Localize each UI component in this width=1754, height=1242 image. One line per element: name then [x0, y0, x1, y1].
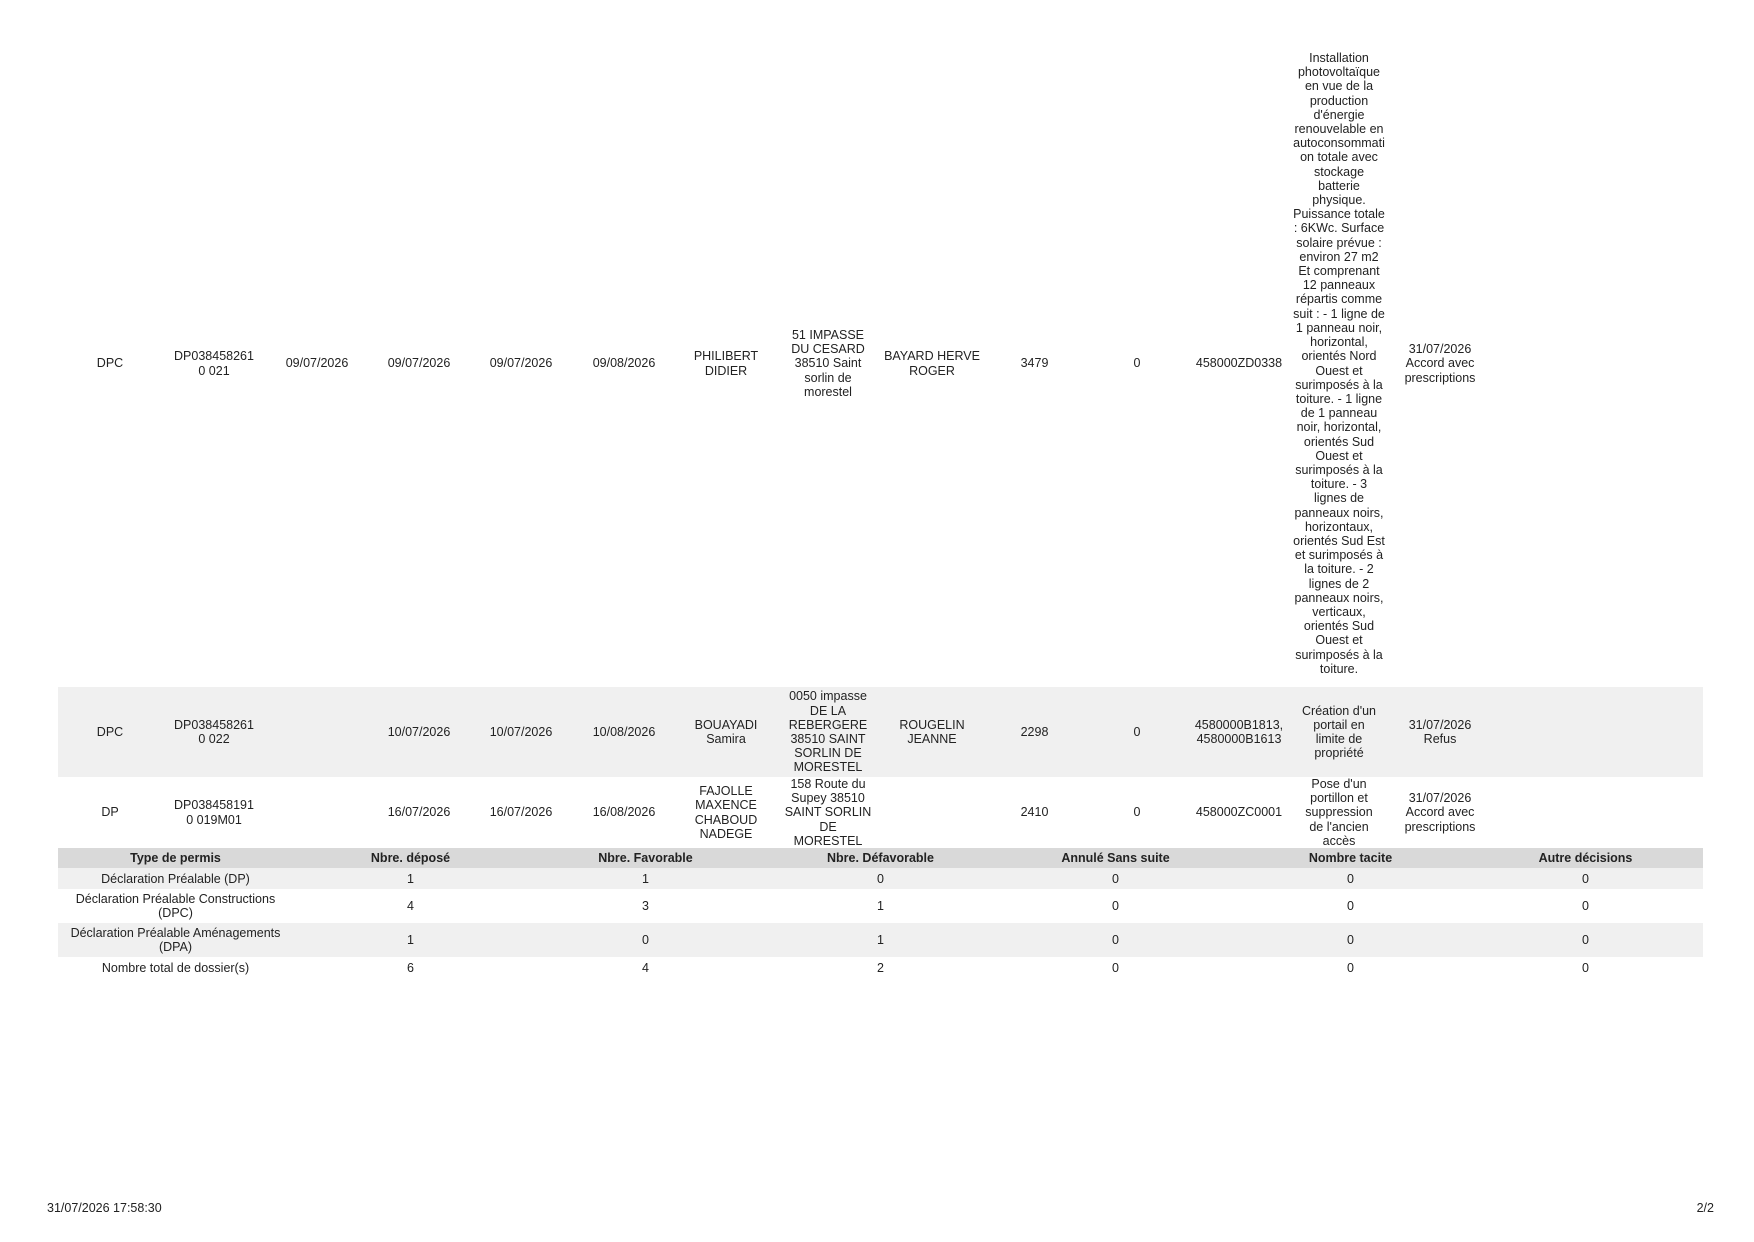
permit-row	[58, 40, 1703, 687]
permit-applicant: FAJOLLE MAXENCE CHABOUD NADEGE	[694, 784, 758, 841]
permit-row	[58, 777, 1703, 848]
summary-header-type: Type de permis	[58, 848, 293, 868]
permit-address: 158 Route du Supey 38510 SAINT SORLIN DE MORESTEL	[784, 777, 872, 848]
summary-unfavorable: 1	[763, 923, 998, 957]
permit-count: 0	[1133, 356, 1141, 371]
permit-decision: 31/07/2026 Accord avec prescriptions	[1404, 791, 1476, 834]
permit-address: 51 IMPASSE DU CESARD 38510 Saint sorlin de morestel	[791, 327, 865, 399]
permit-decision: 31/07/2026 Refus	[1389, 687, 1491, 777]
permit-decision: 31/07/2026 Accord avec prescriptions	[1404, 342, 1476, 385]
permit-address: 0050 impasse DE LA REBERGERE 38510 SAINT SORLIN DE MORESTEL	[776, 687, 880, 777]
summary-cancelled: 0	[998, 868, 1233, 889]
permit-type: DPC	[58, 687, 162, 777]
summary-deposited: 1	[293, 868, 528, 889]
summary-other: 0	[1468, 868, 1703, 889]
permit-description: Création d'un portail en limite de propriété	[1289, 687, 1389, 777]
permit-description: Pose d'un portillon et suppression de l'ancien accès	[1305, 777, 1373, 848]
permit-number: DP0384582610 022	[162, 687, 266, 777]
summary-tacit: 0	[1233, 868, 1468, 889]
summary-other: 0	[1582, 899, 1589, 914]
summary-header-row	[58, 848, 1703, 868]
permit-date-1: 09/07/2026	[285, 356, 349, 371]
permit-date-3: 09/07/2026	[489, 356, 553, 371]
summary-deposited: 4	[407, 899, 414, 914]
summary-other: 0	[1582, 960, 1589, 975]
summary-unfavorable: 0	[763, 868, 998, 889]
summary-favorable: 0	[528, 923, 763, 957]
permit-date-1	[266, 777, 368, 848]
summary-type: Déclaration Préalable (DP)	[58, 868, 293, 889]
summary-cancelled: 0	[998, 923, 1233, 957]
summary-unfavorable: 1	[877, 899, 884, 914]
summary-header-deposited: Nbre. déposé	[293, 848, 528, 868]
permits-table	[58, 40, 1703, 848]
permit-applicant: PHILIBERT DIDIER	[693, 349, 759, 378]
permit-applicant: BOUAYADI Samira	[676, 687, 776, 777]
permit-date-2: 10/07/2026	[368, 687, 470, 777]
summary-favorable: 3	[642, 899, 649, 914]
summary-type: Déclaration Préalable Constructions (DPC)	[75, 892, 276, 921]
register-sheet	[58, 40, 1703, 978]
permit-surface: 2410	[1020, 805, 1049, 820]
summary-header-favorable: Nbre. Favorable	[528, 848, 763, 868]
summary-other: 0	[1468, 923, 1703, 957]
summary-tacit: 0	[1233, 923, 1468, 957]
summary-tacit: 0	[1347, 960, 1354, 975]
permit-type: DPC	[96, 356, 124, 371]
permit-owner: BAYARD HERVE ROGER	[884, 349, 980, 378]
permit-owner: ROUGELIN JEANNE	[880, 687, 984, 777]
print-timestamp: 31/07/2026 17:58:30	[47, 1201, 162, 1215]
permit-date-2: 09/07/2026	[387, 356, 451, 371]
summary-deposited: 6	[407, 960, 414, 975]
permit-row	[58, 687, 1703, 777]
summary-row	[58, 889, 1703, 923]
permit-date-3: 16/07/2026	[489, 805, 553, 820]
permit-date-3: 10/07/2026	[470, 687, 572, 777]
permit-count: 0	[1085, 687, 1189, 777]
permit-date-2: 16/07/2026	[387, 805, 451, 820]
summary-type: Déclaration Préalable Aménagements (DPA)	[58, 923, 293, 957]
summary-table	[58, 848, 1703, 978]
summary-header-cancelled: Annulé Sans suite	[998, 848, 1233, 868]
permit-number: DP0384581910 019M01	[174, 798, 254, 827]
summary-header-other: Autre décisions	[1468, 848, 1703, 868]
summary-total-row	[58, 957, 1703, 978]
permit-parcel: 4580000B1813, 4580000B1613	[1189, 687, 1289, 777]
page-number: 2/2	[1696, 1201, 1714, 1215]
permit-count: 0	[1133, 805, 1141, 820]
permit-description: Installation photovoltaïque en vue de la production d'énergie renouvelable en autoconsommation totale avec stockage batterie physique. Puissance totale : 6KWc. Surface solaire prévue : environ 27 m2 Et comprenant 12 panneaux répartis comme suit : - 1 ligne de 1 panneau noir, horizontal, orientés Nord Ouest et surimposés à la toiture. - 1 ligne de 1 panneau noir, horizontal, orientés Sud Ouest et surimposés à la toiture. - 3 lignes de panneaux noirs, horizontaux, orientés Sud Est et surimposés à la toiture. - 2 lignes de 2 panneaux noirs, verticaux, orientés Sud Ouest et surimposés à la toiture.	[1293, 51, 1385, 676]
permit-surface: 2298	[984, 687, 1085, 777]
permit-date-1	[266, 687, 368, 777]
permit-surface: 3479	[1020, 356, 1049, 371]
summary-row	[58, 923, 1703, 957]
permit-owner	[880, 777, 984, 848]
permit-parcel: 458000ZC0001	[1195, 805, 1283, 820]
summary-cancelled: 0	[1112, 899, 1119, 914]
summary-cancelled: 0	[1112, 960, 1119, 975]
summary-tacit: 0	[1347, 899, 1354, 914]
permit-type: DP	[101, 805, 119, 820]
summary-header-unfavorable: Nbre. Défavorable	[763, 848, 998, 868]
permit-date-4: 16/08/2026	[592, 805, 656, 820]
permit-date-4: 09/08/2026	[592, 356, 656, 371]
permit-parcel: 458000ZD0338	[1195, 356, 1283, 371]
summary-deposited: 1	[293, 923, 528, 957]
summary-row	[58, 868, 1703, 889]
summary-favorable: 1	[528, 868, 763, 889]
summary-unfavorable: 2	[877, 960, 884, 975]
summary-type: Nombre total de dossier(s)	[101, 960, 250, 975]
summary-header-tacit: Nombre tacite	[1233, 848, 1468, 868]
permit-date-4: 10/08/2026	[572, 687, 676, 777]
summary-favorable: 4	[642, 960, 649, 975]
permit-number: DP0384582610 021	[174, 349, 254, 378]
